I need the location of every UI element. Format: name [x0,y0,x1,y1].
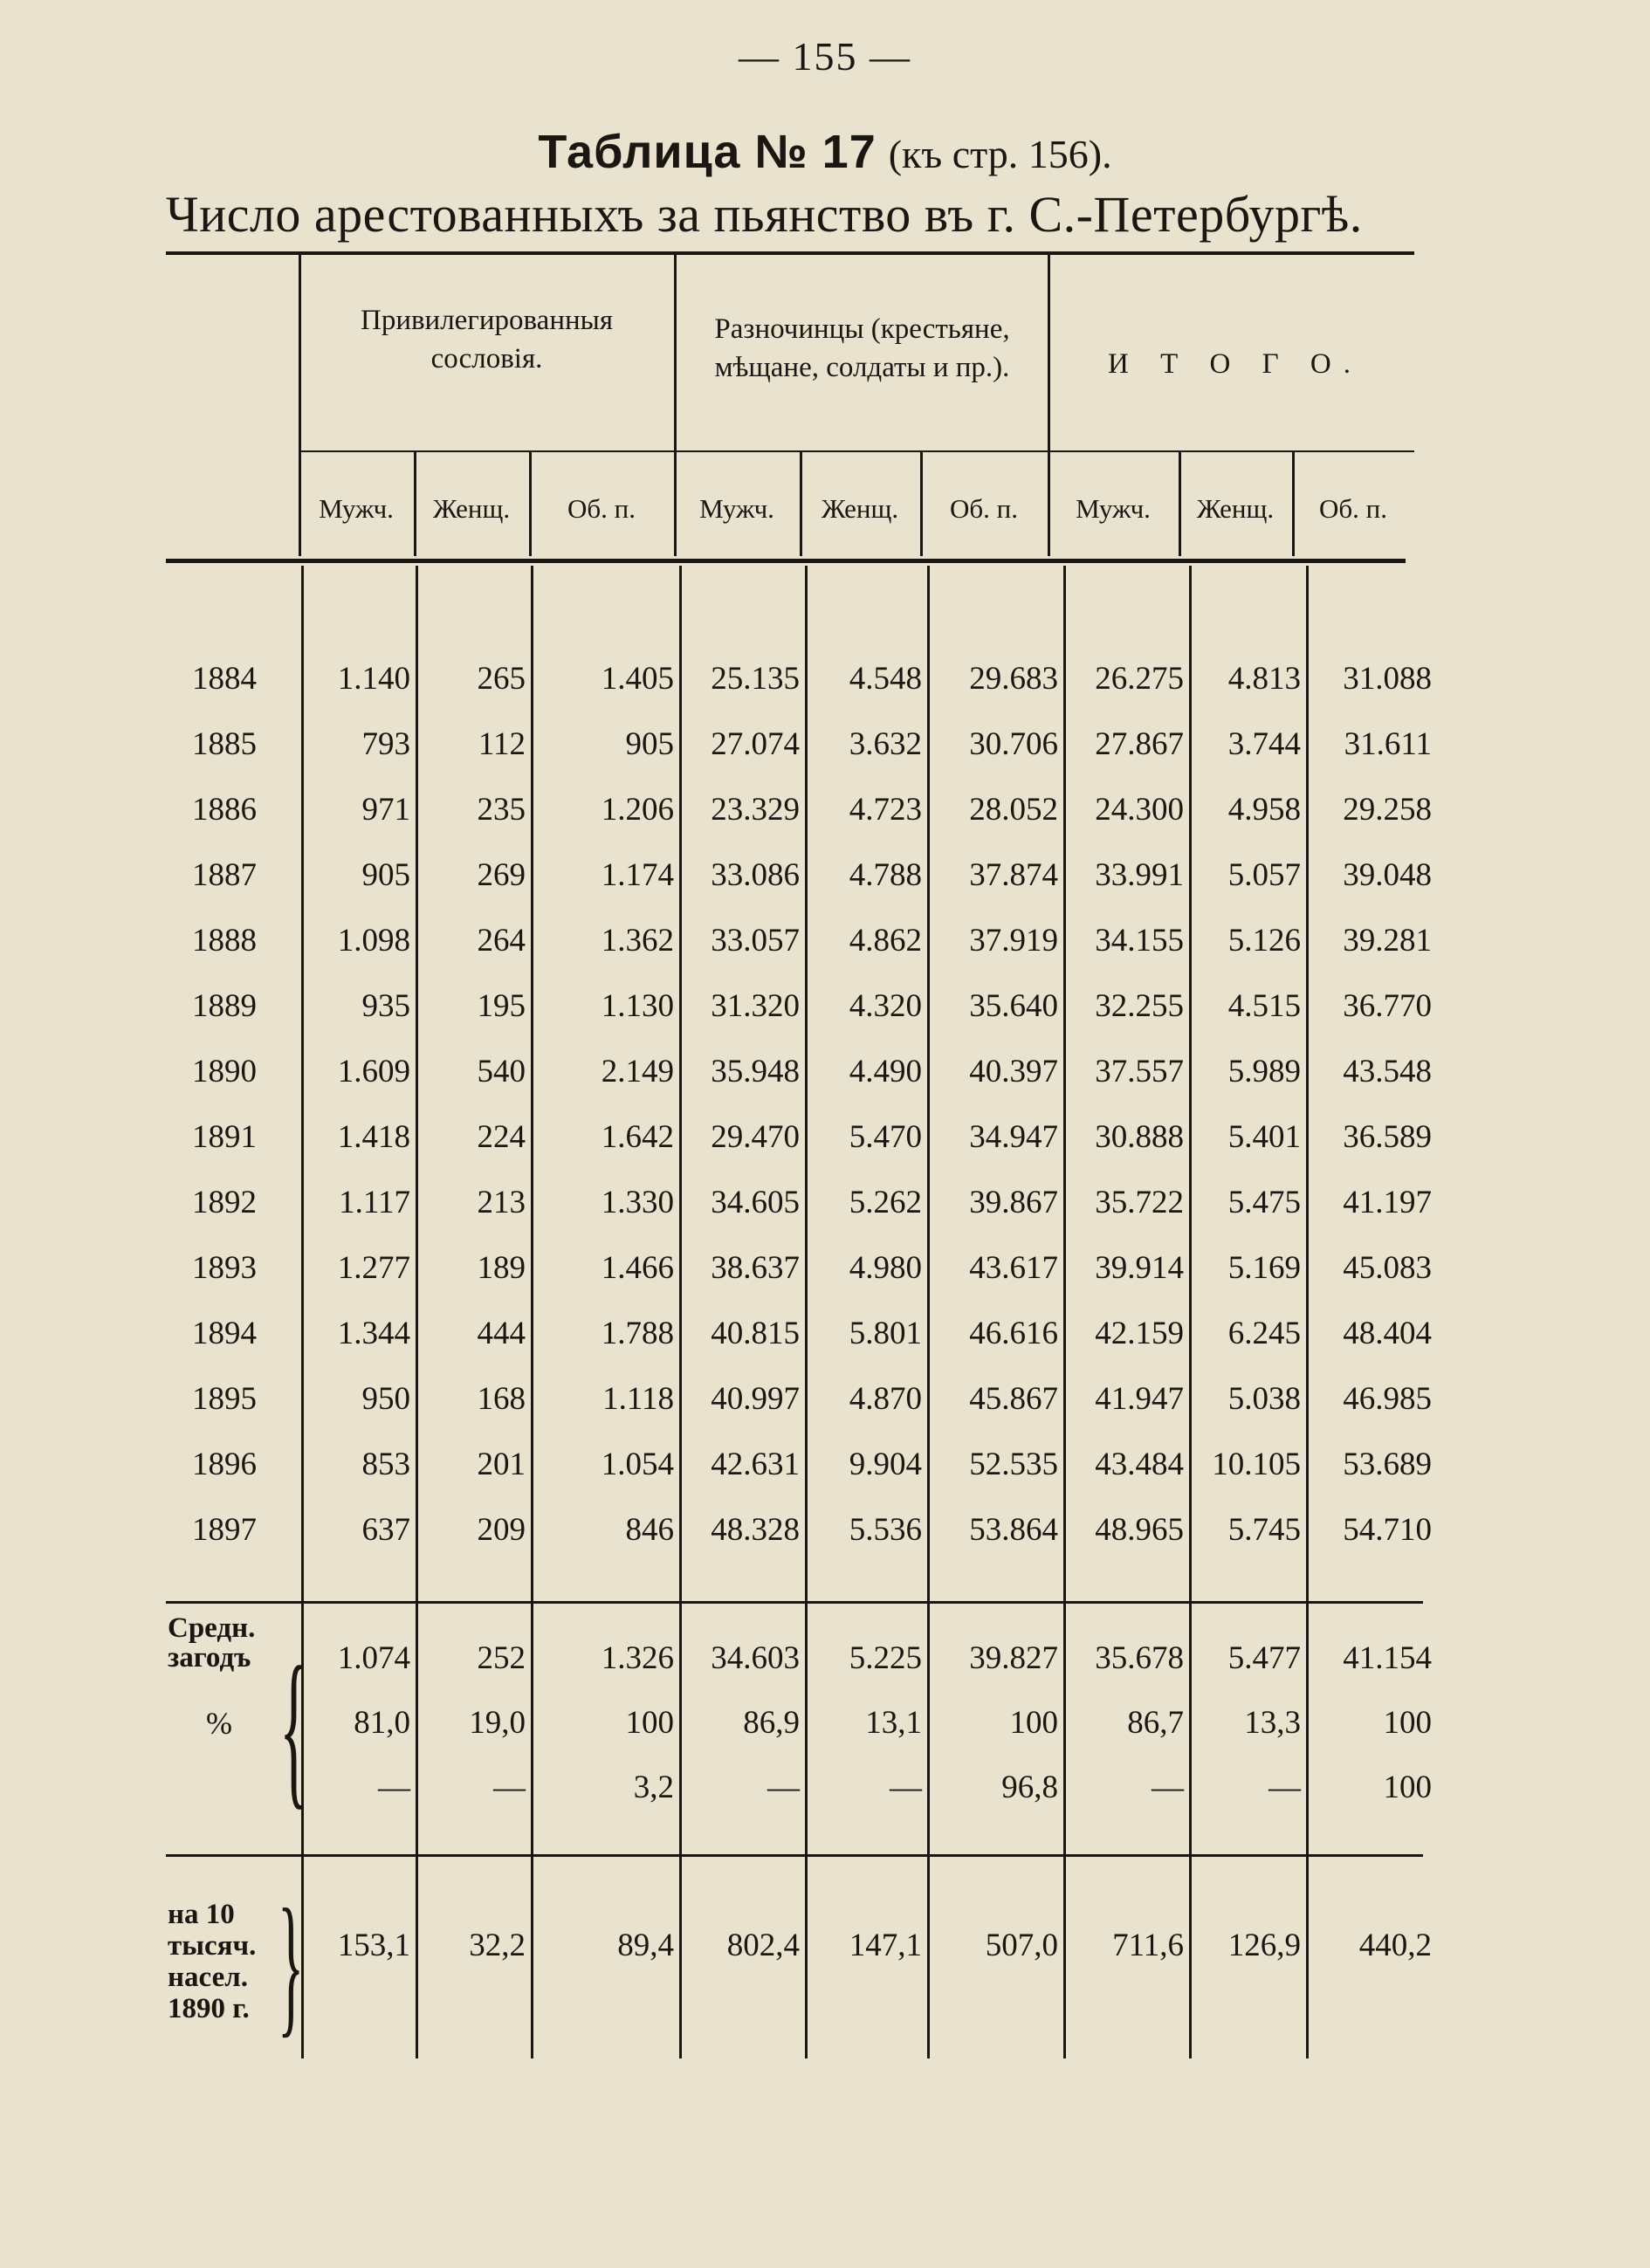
value-cell: 444 [477,1316,526,1351]
value-cell: 201 [477,1447,526,1482]
value-cell: 35.640 [969,988,1058,1024]
summary-cell: 1.326 [601,1640,674,1676]
value-cell: 4.490 [849,1054,922,1089]
value-cell: 5.401 [1227,1119,1301,1155]
value-cell: 1.405 [601,661,674,697]
value-cell: 1.054 [601,1447,674,1482]
value-cell: 40.997 [711,1381,800,1417]
value-cell: 33.086 [711,857,800,893]
summary-cell: 13,1 [865,1705,922,1741]
avg-label-line2: загодъ [168,1642,251,1674]
value-cell: 5.801 [849,1316,922,1351]
table-title [0,124,1650,180]
value-cell: 34.155 [1095,923,1184,959]
table-row [166,1235,1437,1301]
summary-cell: — [378,1770,410,1805]
table-row [166,908,1437,973]
year-cell: 1897 [192,1512,257,1548]
summary-cell: — [493,1770,526,1805]
summary-cell: 86,9 [743,1705,800,1741]
year-cell: 1896 [192,1447,257,1482]
value-cell: 971 [361,792,410,828]
summary-cell: 100 [1383,1705,1432,1741]
value-cell: 4.862 [849,923,922,959]
value-cell: 31.611 [1344,726,1432,762]
value-cell: 5.989 [1227,1054,1301,1089]
value-cell: 25.135 [711,661,800,697]
summary-top-rule [166,1601,1423,1604]
value-cell: 5.470 [849,1119,922,1155]
value-cell: 5.057 [1227,857,1301,893]
summary-cell: 147,1 [849,1928,922,1963]
subheader-divider [1179,452,1181,556]
value-cell: 4.980 [849,1250,922,1286]
year-cell: 1889 [192,988,257,1024]
value-cell: 42.631 [711,1447,800,1482]
year-cell: 1891 [192,1119,257,1155]
value-cell: 48.328 [711,1512,800,1548]
summary-cell: 440,2 [1358,1928,1432,1963]
arrest-data-table [166,646,1437,1563]
subheader-rule [299,450,1414,452]
value-cell: 905 [361,857,410,893]
subheader: Об. п. [567,493,636,524]
summary-cell: 13,3 [1244,1705,1301,1741]
avg-label-line1: Средн. [168,1612,256,1644]
year-cell: 1885 [192,726,257,762]
value-cell: 1.344 [337,1316,410,1351]
summary-cell: — [1268,1770,1301,1805]
value-cell: 35.722 [1095,1185,1184,1220]
subheader-divider [800,452,802,556]
value-cell: 264 [477,923,526,959]
value-cell: 34.947 [969,1119,1058,1155]
value-cell: 5.536 [849,1512,922,1548]
summary-cell: — [767,1770,800,1805]
value-cell: 40.815 [711,1316,800,1351]
value-cell: 46.985 [1343,1381,1432,1417]
table-subtitle: Число арестованныхъ за пьянство въ г. С.-Петербургѣ. [166,186,1363,243]
summary-cell: 802,4 [726,1928,800,1963]
year-cell: 1895 [192,1381,257,1417]
subheader-divider [920,452,923,556]
value-cell: 112 [478,726,526,762]
subheader: Женщ. [821,493,899,524]
summary-cell: 89,4 [617,1928,674,1963]
value-cell: 209 [477,1512,526,1548]
value-cell: 2.149 [601,1054,674,1089]
value-cell: 1.098 [337,923,410,959]
value-cell: 43.548 [1343,1054,1432,1089]
percent-row [301,1704,1437,1742]
year-cell: 1884 [192,661,257,697]
value-cell: 43.484 [1095,1447,1184,1482]
value-cell: 37.919 [969,923,1058,959]
table-row [166,1432,1437,1497]
value-cell: 37.557 [1095,1054,1184,1089]
summary-cell: 100 [1009,1705,1058,1741]
value-cell: 39.867 [969,1185,1058,1220]
value-cell: 9.904 [849,1447,922,1482]
value-cell: 1.466 [601,1250,674,1286]
value-cell: 27.867 [1095,726,1184,762]
value-cell: 43.617 [969,1250,1058,1286]
value-cell: 36.770 [1343,988,1432,1024]
summary-cell: 100 [1383,1770,1432,1805]
value-cell: 38.637 [711,1250,800,1286]
value-cell: 39.048 [1343,857,1432,893]
page-number: — 155 — [739,34,911,79]
subheader-divider [414,452,416,556]
value-cell: 33.057 [711,923,800,959]
year-cell: 1892 [192,1185,257,1220]
summary-cell: 96,8 [1001,1770,1058,1805]
table-row [166,1039,1437,1104]
per10k-row [301,1927,1437,1964]
value-cell: 28.052 [969,792,1058,828]
summary-cell: 3,2 [633,1770,674,1805]
per10k-brace: } [278,1877,305,2051]
summary-cell: — [890,1770,922,1805]
value-cell: 5.745 [1227,1512,1301,1548]
value-cell: 224 [477,1119,526,1155]
value-cell: 4.813 [1227,661,1301,697]
per10k-label-line2: тысяч. [168,1930,257,1962]
summary-cell: 1.074 [337,1640,410,1676]
year-cell: 1894 [192,1316,257,1351]
header-bottom-rule [166,559,1406,563]
table-row [166,777,1437,842]
value-cell: 637 [361,1512,410,1548]
value-cell: 10.105 [1212,1447,1301,1482]
value-cell: 4.788 [849,857,922,893]
value-cell: 45.083 [1343,1250,1432,1286]
value-cell: 45.867 [969,1381,1058,1417]
table-title-label: Таблица № 17 [538,126,877,178]
value-cell: 5.169 [1227,1250,1301,1286]
value-cell: 195 [477,988,526,1024]
value-cell: 1.118 [602,1381,674,1417]
summary-cell: 711,6 [1112,1928,1184,1963]
value-cell: 1.330 [601,1185,674,1220]
value-cell: 42.159 [1095,1316,1184,1351]
table-row [166,1366,1437,1432]
value-cell: 35.948 [711,1054,800,1089]
value-cell: 5.475 [1227,1185,1301,1220]
value-cell: 39.281 [1343,923,1432,959]
value-cell: 935 [361,988,410,1024]
table-title-reference: (къ стр. 156). [888,132,1112,176]
table-row [166,1104,1437,1170]
value-cell: 5.038 [1227,1381,1301,1417]
value-cell: 30.888 [1095,1119,1184,1155]
subheader-divider [1292,452,1295,556]
value-cell: 1.117 [339,1185,410,1220]
value-cell: 265 [477,661,526,697]
per10k-label-line1: на 10 [168,1899,235,1930]
summary-cell: 126,9 [1227,1928,1301,1963]
value-cell: 853 [361,1447,410,1482]
table-row [166,711,1437,777]
value-cell: 269 [477,857,526,893]
table-row [166,1170,1437,1235]
value-cell: 235 [477,792,526,828]
subheader: Мужч. [699,493,774,524]
value-cell: 5.126 [1227,923,1301,959]
value-cell: 189 [477,1250,526,1286]
value-cell: 1.418 [337,1119,410,1155]
value-cell: 6.245 [1227,1316,1301,1351]
value-cell: 168 [477,1381,526,1417]
value-cell: 40.397 [969,1054,1058,1089]
group-header-total: И Т О Г О. [1108,348,1363,380]
summary-cell: 41.154 [1343,1640,1432,1676]
value-cell: 37.874 [969,857,1058,893]
percent-label: % [206,1706,232,1741]
value-cell: 34.605 [711,1185,800,1220]
summary-cell: 86,7 [1127,1705,1184,1741]
value-cell: 3.744 [1227,726,1301,762]
value-cell: 1.609 [337,1054,410,1089]
value-cell: 3.632 [849,726,922,762]
top-rule [166,251,1414,255]
value-cell: 39.914 [1095,1250,1184,1286]
value-cell: 29.258 [1343,792,1432,828]
subheader: Об. п. [1319,493,1387,524]
value-cell: 54.710 [1343,1512,1432,1548]
value-cell: 31.088 [1343,661,1432,697]
value-cell: 5.262 [849,1185,922,1220]
value-cell: 29.683 [969,661,1058,697]
summary-cell: 5.477 [1227,1640,1301,1676]
table-row [166,646,1437,711]
value-cell: 48.404 [1343,1316,1432,1351]
value-cell: 950 [361,1381,410,1417]
subheader: Женщ. [1196,493,1275,524]
table-row [166,973,1437,1039]
summary-cell: 34.603 [711,1640,800,1676]
value-cell: 4.958 [1227,792,1301,828]
value-cell: 30.706 [969,726,1058,762]
summary-cell: 81,0 [354,1705,410,1741]
value-cell: 29.470 [711,1119,800,1155]
per10k-top-rule [166,1854,1423,1857]
value-cell: 4.723 [849,792,922,828]
subheader: Мужч. [1076,493,1151,524]
group-header-privileged: Привилегированныя сословія. [360,305,613,375]
summary-cell: 35.678 [1095,1640,1184,1676]
value-cell: 26.275 [1095,661,1184,697]
subheader: Женщ. [432,493,511,524]
value-cell: 1.206 [601,792,674,828]
group-header-commoners: Разночинцы (крестьяне, мѣщане, солдаты и пр.). [714,313,1010,383]
value-cell: 1.174 [601,857,674,893]
value-cell: 41.197 [1343,1185,1432,1220]
subheader-divider [529,452,532,556]
subheader: Об. п. [950,493,1018,524]
value-cell: 32.255 [1095,988,1184,1024]
per10k-label-line3: насел. [168,1962,248,1993]
summary-cell: 19,0 [469,1705,526,1741]
percent-share-row [301,1769,1437,1806]
avg-row [301,1639,1437,1677]
value-cell: 4.515 [1227,988,1301,1024]
value-cell: 1.140 [337,661,410,697]
value-cell: 1.642 [601,1119,674,1155]
value-cell: 36.589 [1343,1119,1432,1155]
summary-cell: 39.827 [969,1640,1058,1676]
value-cell: 1.362 [601,923,674,959]
table-row [166,1497,1437,1563]
year-cell: 1893 [192,1250,257,1286]
value-cell: 905 [625,726,674,762]
value-cell: 27.074 [711,726,800,762]
year-cell: 1887 [192,857,257,893]
year-cell: 1888 [192,923,257,959]
value-cell: 41.947 [1095,1381,1184,1417]
value-cell: 48.965 [1095,1512,1184,1548]
value-cell: 846 [625,1512,674,1548]
value-cell: 23.329 [711,792,800,828]
summary-cell: — [1152,1770,1184,1805]
summary-cell: 252 [477,1640,526,1676]
per10k-label-line4: 1890 г. [168,1993,250,2024]
value-cell: 53.864 [969,1512,1058,1548]
value-cell: 4.870 [849,1381,922,1417]
table-row [166,842,1437,908]
value-cell: 1.277 [337,1250,410,1286]
summary-cell: 32,2 [469,1928,526,1963]
summary-cell: 153,1 [337,1928,410,1963]
table-row [166,1301,1437,1366]
year-cell: 1886 [192,792,257,828]
value-cell: 53.689 [1343,1447,1432,1482]
subheader: Мужч. [319,493,394,524]
value-cell: 46.616 [969,1316,1058,1351]
summary-cell: 5.225 [849,1640,922,1676]
summary-cell: 507,0 [985,1928,1058,1963]
value-cell: 1.788 [601,1316,674,1351]
value-cell: 33.991 [1095,857,1184,893]
summary-cell: 100 [625,1705,674,1741]
value-cell: 213 [477,1185,526,1220]
summary-brace: { [279,1632,309,1825]
value-cell: 52.535 [969,1447,1058,1482]
value-cell: 24.300 [1095,792,1184,828]
value-cell: 793 [361,726,410,762]
value-cell: 540 [477,1054,526,1089]
value-cell: 4.548 [849,661,922,697]
value-cell: 31.320 [711,988,800,1024]
year-cell: 1890 [192,1054,257,1089]
value-cell: 1.130 [601,988,674,1024]
value-cell: 4.320 [849,988,922,1024]
